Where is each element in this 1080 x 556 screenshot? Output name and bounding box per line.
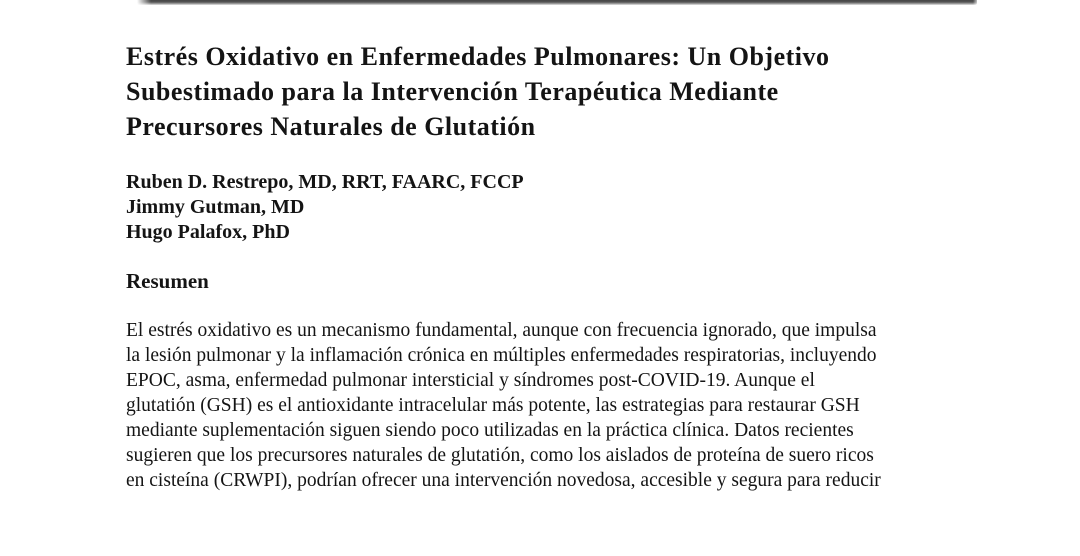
author-3: Hugo Palafox, PhD [126,221,290,243]
author-block [126,170,524,245]
abstract-line-3: EPOC, asma, enfermedad pulmonar intersticial y síndromes post-COVID-19. Aunque el [126,370,815,391]
document-title-line-3: Precursores Naturales de Glutatión [126,112,536,141]
document-title-line-2: Subestimado para la Intervención Terapéutica Mediante [126,77,779,106]
abstract-paragraph [126,318,881,493]
abstract-line-7: en cisteína (CRWPI), podrían ofrecer una intervención novedosa, accesible y segura para reducir [126,470,881,491]
abstract-line-6: sugieren que los precursores naturales de glutatión, como los aislados de proteína de suero ricos [126,445,874,466]
abstract-line-1: El estrés oxidativo es un mecanismo fundamental, aunque con frecuencia ignorado, que impulsa [126,320,877,341]
abstract-line-4: glutatión (GSH) es el antioxidante intracelular más potente, las estrategias para restaurar GSH [126,395,860,416]
author-1: Ruben D. Restrepo, MD, RRT, FAARC, FCCP [126,171,524,193]
abstract-line-2: la lesión pulmonar y la inflamación crónica en múltiples enfermedades respiratorias, incluyendo [126,345,877,366]
author-2: Jimmy Gutman, MD [126,196,305,218]
page-top-edge [137,0,977,5]
document-title [126,39,830,144]
abstract-line-5: mediante suplementación siguen siendo poco utilizadas en la práctica clínica. Datos recientes [126,420,854,441]
section-heading-resumen: Resumen [126,269,209,293]
document-title-line-1: Estrés Oxidativo en Enfermedades Pulmonares: Un Objetivo [126,42,830,71]
